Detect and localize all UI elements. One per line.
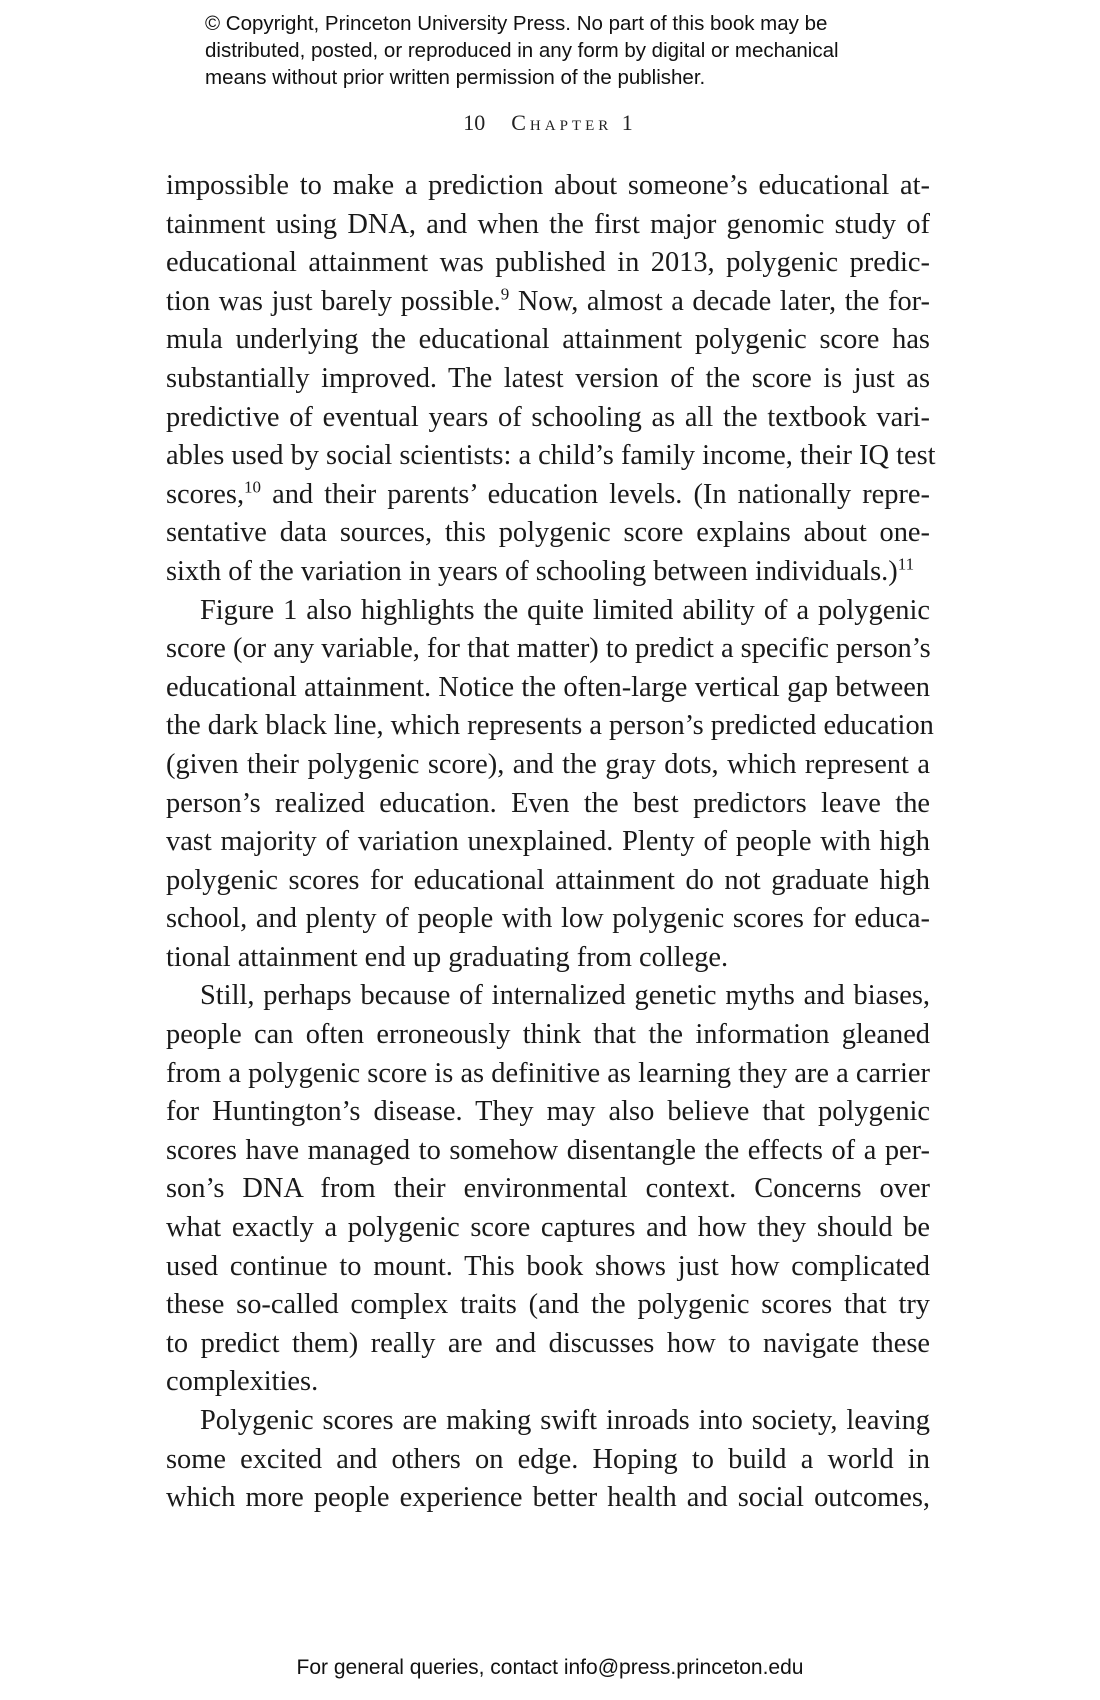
copyright-line: distributed, posted, or reproduced in any form by digital or mechanical bbox=[205, 39, 839, 62]
text-line: vast majority of variation unexplained. Plenty of people with high bbox=[166, 826, 930, 858]
text-line: ables used by social scientists: a child’s family income, their IQ test bbox=[166, 440, 936, 472]
text-line: used continue to mount. This book shows just how complicated bbox=[166, 1250, 930, 1282]
text-line: what exactly a polygenic score captures and how they should be bbox=[166, 1212, 930, 1244]
text-line: people can often erroneously think that the information gleaned bbox=[166, 1019, 930, 1051]
text-line: some excited and others on edge. Hoping to build a world in bbox=[166, 1443, 930, 1475]
body-text bbox=[166, 167, 936, 1518]
text-line: score (or any variable, for that matter) to predict a specific person’s bbox=[166, 633, 931, 665]
text-line: for Huntington’s disease. They may also believe that polygenic bbox=[166, 1096, 930, 1128]
text-line: (given their polygenic score), and the gray dots, which represent a bbox=[166, 748, 930, 780]
text-fragment: sixth of the variation in years of schooling between individuals.) bbox=[166, 555, 898, 587]
text-line: sentative data sources, this polygenic score explains about one- bbox=[166, 517, 930, 549]
text-line: the dark black line, which represents a person’s predicted education bbox=[166, 710, 934, 742]
page-number: 10 bbox=[463, 110, 486, 135]
text-line: scores have managed to somehow disentangle the effects of a per- bbox=[166, 1134, 930, 1166]
text-line: Polygenic scores are making swift inroads into society, leaving bbox=[200, 1405, 930, 1436]
text-line: son’s DNA from their environmental context. Concerns over bbox=[166, 1173, 930, 1205]
text-line: which more people experience better health and social outcomes, bbox=[166, 1482, 930, 1514]
text-line: polygenic scores for educational attainment do not graduate high bbox=[166, 864, 930, 896]
text-line: mula underlying the educational attainment polygenic score has bbox=[166, 324, 930, 356]
text-line: Still, perhaps because of internalized genetic myths and biases, bbox=[200, 980, 930, 1012]
text-line: from a polygenic score is as definitive as learning they are a carrier bbox=[166, 1057, 930, 1089]
text-line bbox=[166, 553, 930, 592]
text-fragment: tion was just barely possible. bbox=[166, 285, 501, 317]
footer-contact: For general queries, contact info@press.princeton.edu bbox=[296, 1656, 804, 1679]
text-line: tional attainment end up graduating from college. bbox=[166, 941, 729, 973]
text-line: educational attainment. Notice the often-large vertical gap between bbox=[166, 671, 930, 703]
text-line: school, and plenty of people with low polygenic scores for educa- bbox=[166, 903, 930, 935]
text-line: predictive of eventual years of schooling as all the textbook vari- bbox=[166, 401, 930, 433]
copyright-line: © Copyright, Princeton University Press. No part of this book may be bbox=[205, 12, 828, 35]
text-line: these so-called complex traits (and the polygenic scores that try bbox=[166, 1289, 930, 1321]
footnote-ref-9: 9 bbox=[500, 284, 510, 304]
text-line bbox=[166, 476, 930, 515]
chapter-label: Chapter 1 bbox=[511, 110, 637, 135]
text-line: educational attainment was published in 2013, polygenic predic- bbox=[166, 247, 930, 279]
text-line: to predict them) really are and discusses how to navigate these bbox=[166, 1327, 930, 1359]
footnote-ref-10: 10 bbox=[244, 477, 262, 497]
text-line: substantially improved. The latest version of the score is just as bbox=[166, 362, 930, 394]
copyright-notice bbox=[205, 10, 925, 91]
text-line bbox=[166, 283, 930, 322]
text-fragment: Now, almost a decade later, the for- bbox=[509, 285, 930, 317]
text-line: tainment using DNA, and when the first major genomic study of bbox=[166, 208, 930, 240]
text-line: Figure 1 also highlights the quite limited ability of a polygenic bbox=[200, 594, 930, 626]
text-fragment: scores, bbox=[166, 478, 245, 510]
footnote-ref-11: 11 bbox=[897, 554, 915, 574]
text-line: impossible to make a prediction about someone’s educational at- bbox=[166, 170, 930, 201]
copyright-line: means without prior written permission of the publisher. bbox=[205, 66, 706, 89]
text-fragment: and their parents’ education levels. (In nationally repre- bbox=[261, 478, 930, 510]
text-line: person’s realized education. Even the best predictors leave the bbox=[166, 787, 930, 819]
text-line: complexities. bbox=[166, 1366, 319, 1398]
running-head bbox=[0, 110, 1100, 136]
